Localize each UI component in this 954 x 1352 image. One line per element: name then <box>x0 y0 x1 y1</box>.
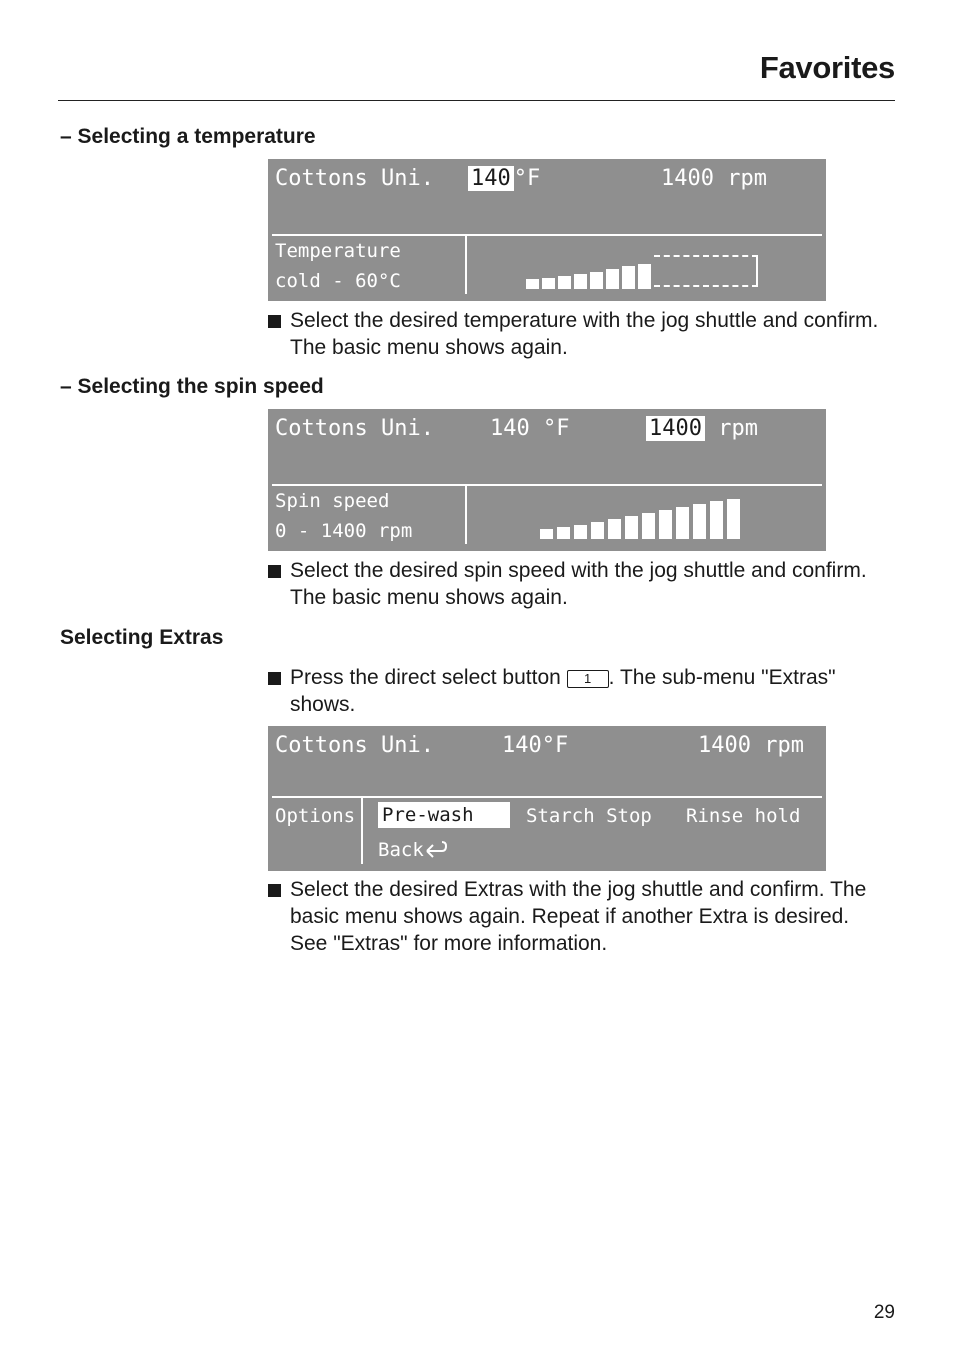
option-pre-wash: Pre-wash <box>378 802 510 828</box>
level-remaining-end <box>756 255 758 287</box>
level-bar <box>540 529 553 539</box>
bullet-icon <box>268 315 281 328</box>
display-extras <box>268 726 826 871</box>
level-bar <box>591 522 604 539</box>
level-bar <box>727 499 740 539</box>
temperature-level-bars <box>526 251 766 289</box>
display-divider <box>272 484 822 486</box>
option-rinse-hold: Rinse hold <box>686 805 801 827</box>
options-label: Options <box>275 805 356 827</box>
level-bar <box>558 276 571 289</box>
option-starch-stop: Starch Stop <box>526 805 652 827</box>
instruction-spin-speed: Select the desired spin speed with the jog shuttle and confirm. The basic menu shows again. <box>268 557 888 611</box>
level-bar <box>590 272 603 289</box>
spin-readout: 1400 rpm <box>698 733 804 758</box>
level-bar <box>642 513 655 539</box>
level-bar <box>676 507 689 539</box>
spin-unit: rpm <box>718 416 758 441</box>
display-column-divider <box>361 798 363 864</box>
bullet-icon <box>268 565 281 578</box>
level-bar <box>574 525 587 539</box>
display-column-divider <box>465 236 467 294</box>
bullet-icon <box>268 672 281 685</box>
return-arrow-icon <box>424 839 448 859</box>
temperature-unit: °F <box>513 166 541 191</box>
level-bar <box>608 519 621 539</box>
parameter-range: 0 - 1400 rpm <box>275 520 413 542</box>
back-option: Back <box>378 838 448 862</box>
parameter-range: cold - 60°C <box>275 270 401 292</box>
temperature-readout <box>468 165 540 193</box>
instruction-extras-open: Press the direct select button 1 . The sub-menu "Extras" shows. <box>268 664 888 718</box>
temperature-readout: 140 °F <box>490 416 570 441</box>
level-bar <box>606 269 619 289</box>
program-name: Cottons Uni. <box>275 733 434 758</box>
level-bar <box>542 278 555 289</box>
display-temperature <box>268 159 826 301</box>
level-bar <box>659 510 672 539</box>
spin-readout: 1400 rpm <box>661 166 767 191</box>
display-divider <box>272 796 822 798</box>
temperature-readout: 140°F <box>502 733 569 758</box>
level-bar <box>526 279 539 289</box>
heading-temperature: – Selecting a temperature <box>60 125 316 148</box>
heading-spin-speed: – Selecting the spin speed <box>60 375 324 398</box>
display-divider <box>272 234 822 236</box>
level-bar <box>625 516 638 539</box>
display-column-divider <box>465 486 467 544</box>
instruction-extras-select: Select the desired Extras with the jog shuttle and confirm. The basic menu shows again. Repeat if another Extra is desired. See "Extras" for more information. <box>268 876 888 957</box>
title-divider <box>58 100 895 101</box>
parameter-label: Temperature <box>275 240 401 262</box>
direct-select-button-1: 1 <box>567 670 609 688</box>
program-name: Cottons Uni. <box>275 416 434 441</box>
program-name: Cottons Uni. <box>275 166 434 191</box>
level-remaining-top <box>654 255 758 257</box>
heading-extras: Selecting Extras <box>60 626 224 649</box>
level-bar <box>693 504 706 539</box>
level-bar <box>710 501 723 539</box>
display-spin-speed <box>268 409 826 551</box>
level-bar <box>622 266 635 289</box>
level-bar <box>574 274 587 289</box>
parameter-label: Spin speed <box>275 490 390 512</box>
spin-value-highlight: 1400 <box>646 416 705 441</box>
page-number: 29 <box>873 1302 895 1323</box>
temperature-value-highlight: 140 <box>468 166 514 191</box>
instruction-temperature: Select the desired temperature with the jog shuttle and confirm. The basic menu shows again. <box>268 307 888 361</box>
page-title: Favorites <box>759 50 895 85</box>
spin-readout <box>646 415 758 443</box>
level-bar <box>557 527 570 539</box>
bullet-icon <box>268 884 281 897</box>
level-bar <box>638 264 651 289</box>
spin-level-bars <box>540 499 750 539</box>
level-remaining-bottom <box>654 285 758 287</box>
